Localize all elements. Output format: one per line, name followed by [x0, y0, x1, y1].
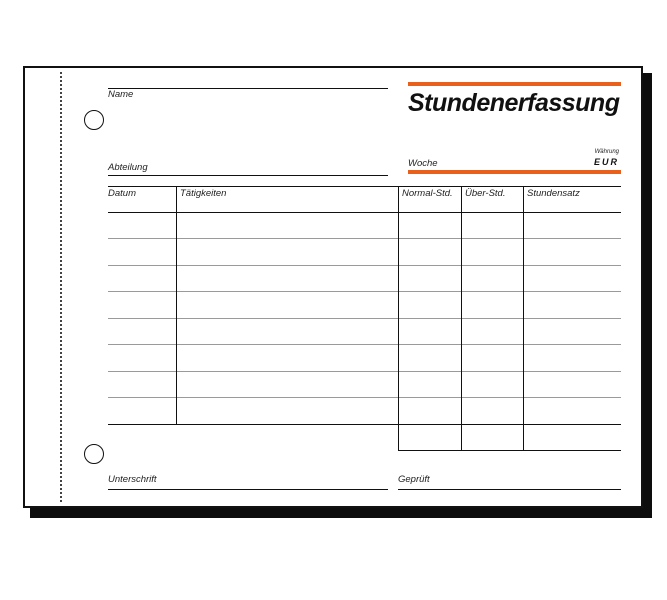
- timesheet-form: [23, 66, 643, 508]
- binder-hole-top: [84, 110, 104, 130]
- title-accent-bar-top: [408, 82, 621, 86]
- signature-label: Unterschrift: [108, 474, 157, 485]
- currency-value: EUR: [593, 157, 619, 167]
- column-header-activities: Tätigkeiten: [180, 188, 227, 199]
- table-row-line[interactable]: [108, 371, 621, 372]
- table-row-line[interactable]: [108, 397, 621, 398]
- column-separator-activities: [176, 186, 177, 424]
- currency-label: Währung: [594, 149, 619, 155]
- column-header-overtime: Über-Std.: [465, 188, 506, 199]
- table-row-line[interactable]: [108, 344, 621, 345]
- column-separator-hourly-rate: [523, 186, 524, 450]
- column-header-normal-hours: Normal-Std.: [402, 188, 453, 199]
- name-label: Name: [108, 89, 134, 100]
- table-header-border: [108, 212, 621, 213]
- table-body-bottom-border: [108, 424, 621, 425]
- table-row-line[interactable]: [108, 318, 621, 319]
- column-separator-normal-hours: [398, 186, 399, 450]
- table-row-line[interactable]: [108, 238, 621, 239]
- checked-label: Geprüft: [398, 474, 430, 485]
- department-line[interactable]: [108, 175, 388, 176]
- week-label: Woche: [408, 158, 438, 169]
- table-row-line[interactable]: [108, 291, 621, 292]
- table-row-line[interactable]: [108, 265, 621, 266]
- department-label: Abteilung: [108, 162, 148, 173]
- form-title: Stundenerfassung: [408, 89, 620, 117]
- perforation-line: [60, 72, 62, 502]
- table-top-border: [108, 186, 621, 187]
- name-line[interactable]: [108, 88, 388, 89]
- signature-line[interactable]: [108, 489, 388, 490]
- week-accent-bar: [408, 170, 621, 174]
- binder-hole-bottom: [84, 444, 104, 464]
- column-header-date: Datum: [108, 188, 136, 199]
- checked-line[interactable]: [398, 489, 621, 490]
- column-separator-overtime: [461, 186, 462, 450]
- column-header-hourly-rate: Stundensatz: [527, 188, 580, 199]
- totals-row-bottom-border: [398, 450, 621, 451]
